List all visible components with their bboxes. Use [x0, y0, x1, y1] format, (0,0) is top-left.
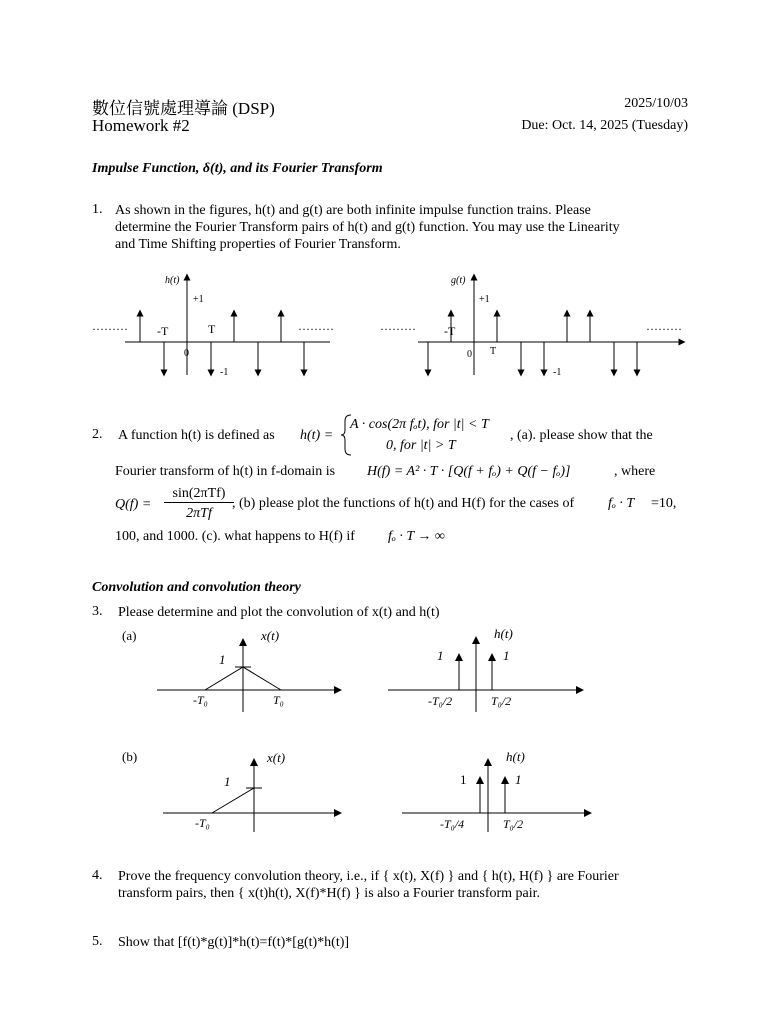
q2-case-1: A · cos(2π fₒt), for |t| < T	[350, 417, 489, 432]
q3b-x-figure	[163, 750, 338, 832]
q1-line-3: and Time Shifting properties of Fourier Transform.	[115, 237, 401, 252]
h-zero: 0	[184, 348, 189, 359]
q3a-h-one-right: 1	[503, 648, 510, 663]
q3a-h-title: h(t)	[494, 626, 513, 641]
q3b-h-one-left: 1	[460, 772, 467, 787]
q3a-x-figure	[157, 628, 338, 712]
g-dots-left: ·········	[380, 322, 416, 336]
q3b-x-one: 1	[224, 774, 231, 789]
h-ylabel: h(t)	[165, 275, 180, 286]
q3b-x-left: -T₀	[195, 816, 210, 830]
q2-line3-c: =10,	[651, 496, 677, 511]
course-title: 數位信號處理導論 (DSP)	[92, 99, 275, 118]
question-5-text: Show that [f(t)*g(t)]*h(t)=f(t)*[g(t)*h(t)]	[118, 935, 350, 950]
q2-limit: fₒ · T → ∞	[388, 529, 445, 544]
g-dots-right: ·········	[646, 322, 682, 336]
g-plus-one: +1	[479, 294, 490, 305]
q3a-x-left: -T₀	[193, 693, 208, 707]
h-t: T	[208, 322, 216, 336]
q2-def-lhs: h(t) =	[300, 428, 334, 443]
question-number-3: 3.	[92, 604, 103, 619]
q3a-h-left: -T₀/2	[428, 694, 453, 708]
q3b-h-one-right: 1	[515, 772, 522, 787]
section-title-convolution: Convolution and convolution theory	[92, 580, 301, 595]
q3a-h-one-left: 1	[437, 648, 444, 663]
q2-after-def: , (a). please show that the	[510, 428, 653, 443]
q2-q-lhs: Q(f) =	[115, 497, 152, 512]
q1-line-1: As shown in the figures, h(t) and g(t) are both infinite impulse function trains. Please	[115, 203, 591, 218]
q2-line3-b: , (b) please plot the functions of h(t) and H(f) for the cases of	[232, 496, 575, 511]
q3a-h-right: T₀/2	[491, 694, 512, 708]
q3b-h-right: T₀/2	[503, 817, 524, 831]
q2-intro: A function h(t) is defined as	[118, 428, 275, 443]
g-minus-one: -1	[553, 367, 562, 378]
g-zero: 0	[467, 349, 472, 360]
question-number-5: 5.	[92, 934, 103, 949]
q3a-x-one: 1	[219, 652, 226, 667]
q3a-h-figure	[388, 626, 580, 712]
h-minus-one: -1	[220, 367, 229, 378]
q3b-h-figure	[402, 749, 588, 832]
due-date: Due: Oct. 14, 2025 (Tuesday)	[521, 118, 688, 133]
h-plus-one: +1	[193, 294, 204, 305]
q2-line4-a: 100, and 1000. (c). what happens to H(f) if	[115, 529, 355, 544]
h-neg-t: -T	[157, 324, 169, 338]
question-number-2: 2.	[92, 427, 103, 442]
q3b-label: (b)	[122, 749, 138, 764]
q2-line2-a: Fourier transform of h(t) in f-domain is	[115, 464, 336, 479]
question-number-4: 4.	[92, 868, 103, 883]
g-ylabel: g(t)	[451, 275, 466, 286]
q1-line-2: determine the Fourier Transform pairs of h(t) and g(t) function. You may use the Linearity	[115, 220, 620, 235]
h-dots-right: ·········	[298, 322, 334, 336]
h-dots-left: ·········	[92, 322, 128, 336]
q3b-x-title: x(t)	[267, 750, 286, 765]
q3a-x-right: T₀	[273, 693, 284, 707]
question-number-1: 1.	[92, 202, 103, 217]
g-neg-t: -T	[444, 324, 456, 338]
q2-case-2: 0, for |t| > T	[386, 438, 456, 453]
q3-figures	[0, 620, 768, 835]
q2-q-denominator: 2πTf	[186, 506, 212, 521]
q3-text: Please determine and plot the convolution of x(t) and h(t)	[118, 605, 440, 620]
q4-line-1: Prove the frequency convolution theory, i.e., if { x(t), X(f) } and { h(t), H(f) } are Fourier	[118, 869, 619, 884]
q2-ft-expression: H(f) = A² · T · [Q(f + fₒ) + Q(f − fₒ)]	[367, 464, 571, 479]
q4-line-2: transform pairs, then { x(t)h(t), X(f)*H(f) } is also a Fourier transform pair.	[118, 886, 541, 901]
q1-figures	[0, 265, 768, 390]
q2-q-numerator: sin(2πTf)	[164, 486, 234, 503]
q3a-label: (a)	[122, 628, 137, 643]
q2-line2-b: , where	[614, 464, 656, 479]
section-title-impulse: Impulse Function, δ(t), and its Fourier Transform	[92, 161, 383, 176]
question-4-text	[118, 868, 698, 902]
g-impulse-train-figure	[380, 275, 682, 378]
q2-product: fₒ · T	[608, 496, 635, 511]
q3a-x-title: x(t)	[261, 628, 280, 643]
homework-title: Homework #2	[92, 116, 190, 135]
g-t: T	[490, 346, 497, 357]
q3b-h-left: -T₀/4	[440, 817, 465, 831]
q3b-h-title: h(t)	[506, 749, 525, 764]
issue-date: 2025/10/03	[624, 96, 688, 111]
question-1-text	[115, 202, 695, 253]
h-impulse-train-figure	[92, 275, 334, 378]
q3b-ramp	[212, 788, 254, 813]
